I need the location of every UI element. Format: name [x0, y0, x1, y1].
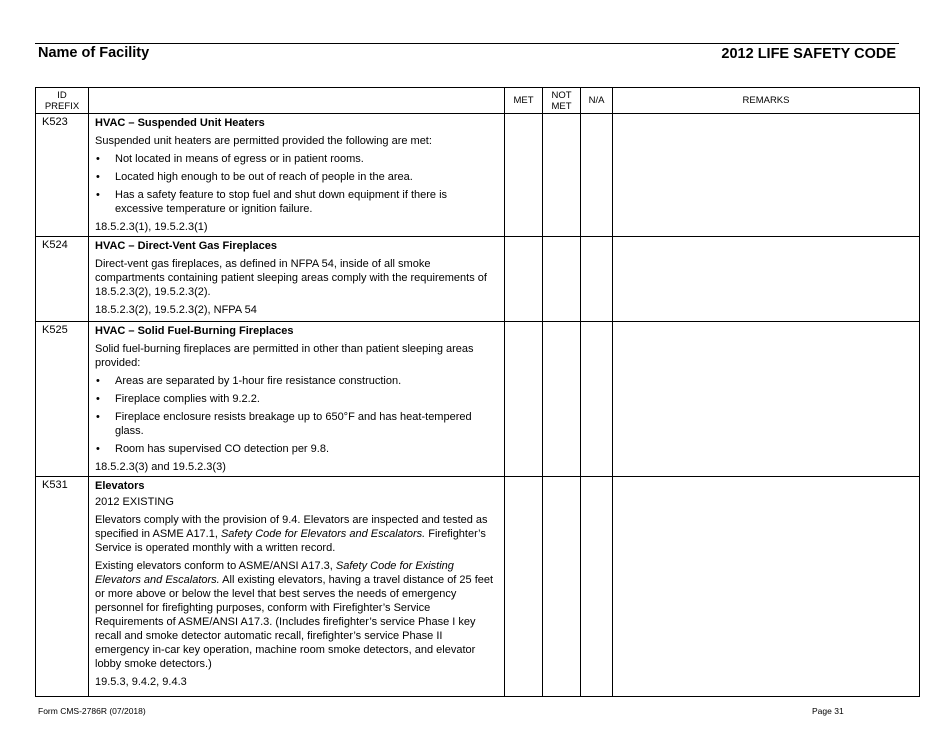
row-intro: Suspended unit heaters are permitted provided the following are met:: [95, 135, 432, 147]
col-na: N/A: [581, 88, 613, 114]
facility-name-label: Name of Facility: [38, 45, 150, 61]
row-reference: 18.5.2.3(3) and 19.5.2.3(3): [95, 461, 226, 473]
row-title: Elevators: [95, 480, 145, 492]
met-cell[interactable]: [505, 477, 543, 697]
col-not-met-line1: NOT: [551, 89, 572, 101]
row-content: [89, 114, 505, 237]
row-intro: Direct-vent gas fireplaces, as defined in NFPA 54, inside of all smoke compartments containing patient sleeping areas comply with the requirements of 18.5.2.3(2), 19.5.2.3(2).: [95, 258, 487, 298]
col-remarks: REMARKS: [613, 88, 920, 114]
row-paragraph-1: [95, 513, 498, 555]
list-item: • Located high enough to be out of reach of people in the area.: [95, 170, 498, 184]
remarks-cell[interactable]: [613, 114, 920, 237]
row-title: HVAC – Solid Fuel-Burning Fireplaces: [95, 325, 294, 337]
standard-title: Safety Code for Elevators and Escalators.: [220, 528, 426, 540]
na-cell[interactable]: [581, 114, 613, 237]
col-not-met: [543, 88, 581, 114]
table-header-row: [36, 88, 920, 114]
row-id: K531: [36, 477, 89, 697]
list-item: • Not located in means of egress or in patient rooms.: [95, 152, 498, 166]
row-reference: 18.5.2.3(2), 19.5.2.3(2), NFPA 54: [95, 304, 257, 316]
col-id-line2: PREFIX: [44, 100, 80, 112]
na-cell[interactable]: [581, 477, 613, 697]
met-cell[interactable]: [505, 114, 543, 237]
standard-title: Safety Code for Existing Elevators and Escalators.: [95, 560, 454, 586]
not-met-cell[interactable]: [543, 237, 581, 322]
met-cell[interactable]: [505, 237, 543, 322]
survey-table: [35, 87, 920, 697]
not-met-cell[interactable]: [543, 322, 581, 477]
remarks-cell[interactable]: [613, 322, 920, 477]
row-reference: 19.5.3, 9.4.2, 9.4.3: [95, 676, 187, 688]
row-id: K525: [36, 322, 89, 477]
remarks-cell[interactable]: [613, 237, 920, 322]
page-number: Page 31: [812, 706, 844, 716]
col-id-line1: ID: [57, 89, 67, 101]
form-id: Form CMS-2786R (07/2018): [38, 706, 146, 716]
list-item: • Room has supervised CO detection per 9.8.: [95, 442, 498, 456]
header-rule: [35, 43, 899, 44]
not-met-cell[interactable]: [543, 477, 581, 697]
list-item: • Has a safety feature to stop fuel and shut down equipment if there is excessive temperature or ignition failure.: [95, 188, 498, 216]
row-content: [89, 237, 505, 322]
row-content: [89, 322, 505, 477]
row-reference: 18.5.2.3(1), 19.5.2.3(1): [95, 221, 208, 233]
col-description: [89, 88, 505, 114]
paragraph-text: Existing elevators conform to ASME/ANSI A17.3,: [95, 560, 336, 572]
na-cell[interactable]: [581, 322, 613, 477]
table-row: [36, 477, 920, 697]
paragraph-text: Firefighter’s Service is operated monthly with a written record.: [95, 528, 486, 554]
met-cell[interactable]: [505, 322, 543, 477]
paragraph-text: All existing elevators, having a travel distance of 25 feet or more above or below the level that best serves the needs of emergency personnel for firefighting purposes, conform with Firefighter’s Service Requirements of ASME/ANSI A17.3. (Includes firefighter’s service Phase I key recall and smoke detector automatic recall, firefighter’s service Phase II emergency in-car key operation, machine room smoke detectors, and elevator lobby smoke detectors.): [95, 574, 494, 670]
col-id-prefix: [36, 88, 89, 114]
remarks-cell[interactable]: [613, 477, 920, 697]
table-row: [36, 114, 920, 237]
not-met-cell[interactable]: [543, 114, 581, 237]
row-id: K523: [36, 114, 89, 237]
row-existing-label: 2012 EXISTING: [95, 496, 174, 508]
list-item: • Fireplace complies with 9.2.2.: [95, 392, 498, 406]
col-met: MET: [505, 88, 543, 114]
row-id: K524: [36, 237, 89, 322]
paragraph-text: Elevators comply with the provision of 9.4. Elevators are inspected and tested as specified in ASME A17.1,: [95, 514, 488, 540]
table-row: [36, 322, 920, 477]
table-row: [36, 237, 920, 322]
na-cell[interactable]: [581, 237, 613, 322]
row-intro: Solid fuel-burning fireplaces are permitted in other than patient sleeping areas provided:: [95, 343, 474, 369]
list-item: • Fireplace enclosure resists breakage up to 650°F and has heat-tempered glass.: [95, 410, 498, 438]
list-item: • Areas are separated by 1-hour fire resistance construction.: [95, 374, 498, 388]
code-title: 2012 LIFE SAFETY CODE: [721, 46, 896, 62]
row-content: [89, 477, 505, 697]
col-not-met-line2: MET: [551, 100, 572, 112]
row-paragraph-2: [95, 559, 498, 671]
row-title: HVAC – Direct-Vent Gas Fireplaces: [95, 240, 277, 252]
row-title: HVAC – Suspended Unit Heaters: [95, 117, 265, 129]
